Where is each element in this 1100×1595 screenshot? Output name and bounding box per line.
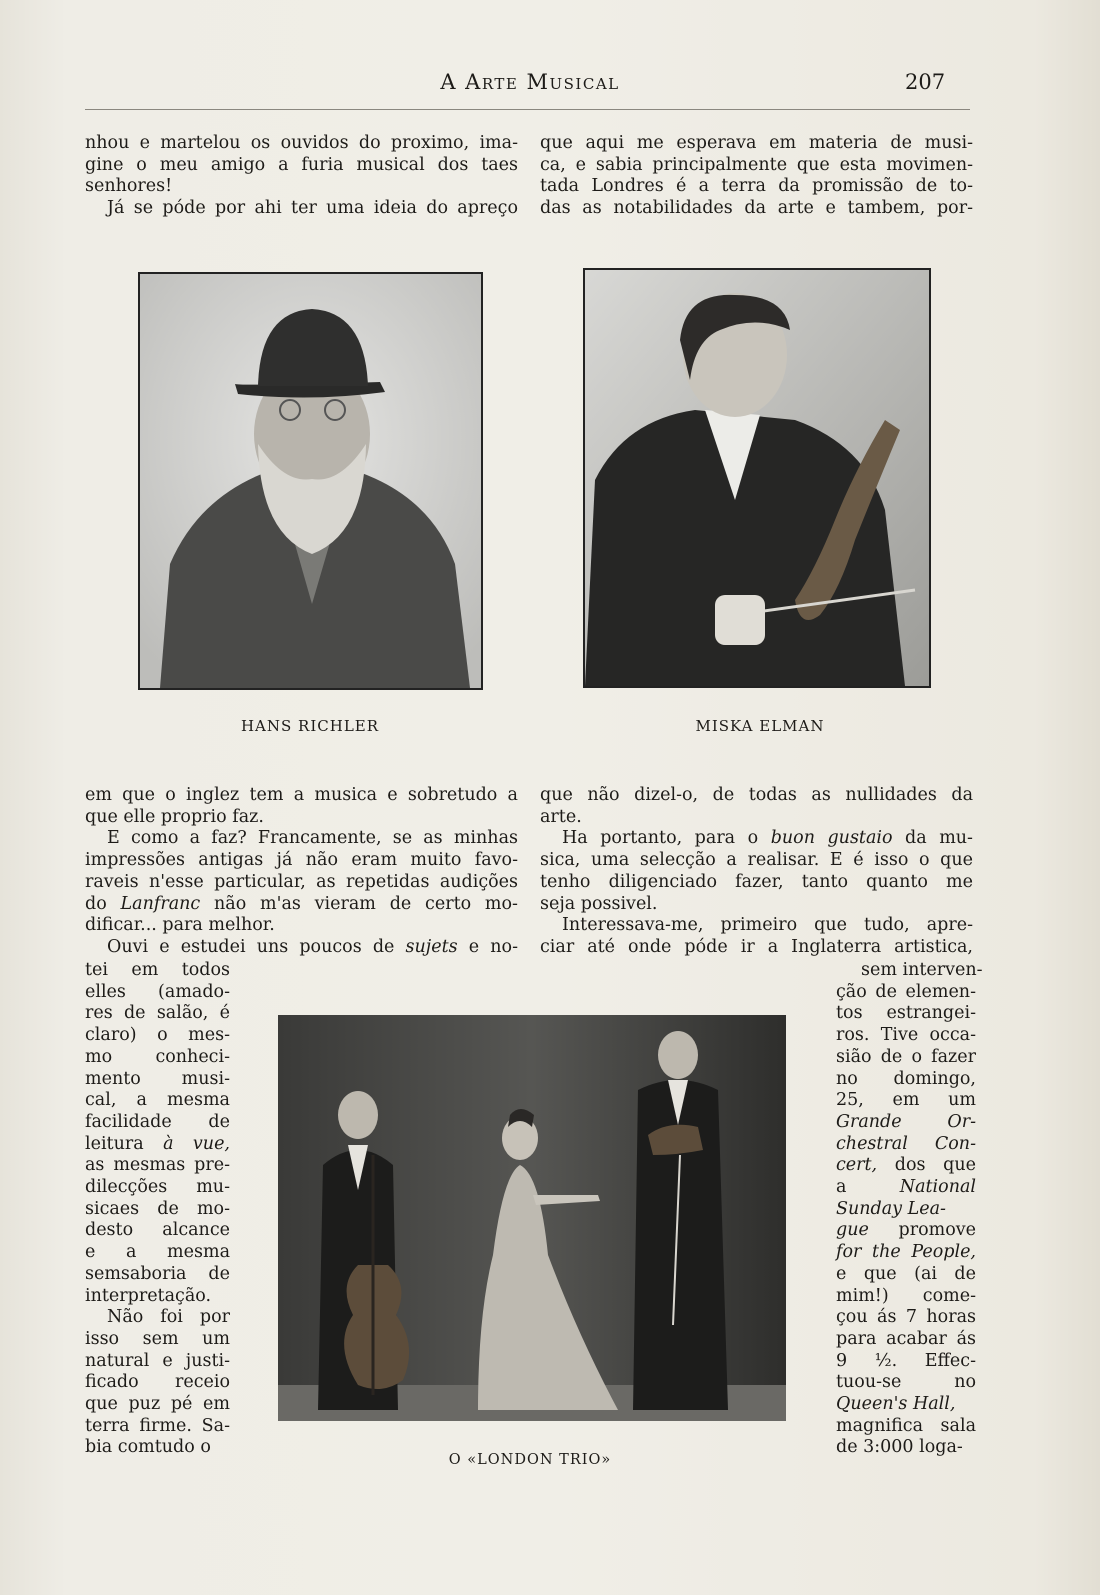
- text-fragment: da mu-: [905, 828, 973, 849]
- text-line: tei em todos: [85, 960, 230, 980]
- middle-right-column: [540, 785, 973, 959]
- text-line: [85, 894, 518, 916]
- text-line: e que (ai de: [836, 1263, 976, 1284]
- text-line: dilecções mu-: [85, 1177, 230, 1198]
- text-line: tenho diligenciado fazer, tanto quanto me: [540, 871, 973, 892]
- text-line: [85, 1134, 230, 1156]
- text-line: sica, uma selecção a realisar. E é isso o que: [540, 850, 973, 871]
- text-line: no domingo,: [836, 1068, 976, 1089]
- text-line: cal, a mesma: [85, 1090, 230, 1111]
- text-line: ca, e sabia principalmente que esta movimen-: [540, 154, 973, 175]
- text-line: interpretação.: [85, 1285, 212, 1306]
- text-line: natural e justi-: [85, 1350, 230, 1371]
- text-line: bia comtudo o: [85, 1437, 211, 1458]
- text-line: sicaes de mo-: [85, 1198, 230, 1219]
- text-line: çou ás 7 horas: [836, 1307, 976, 1328]
- text-fragment-italic: Lanfranc: [120, 893, 201, 914]
- text-line: tada Londres é a terra da promissão de to-: [540, 176, 973, 197]
- text-line: ciar até onde póde ir a Inglaterra artistica,: [540, 936, 973, 957]
- text-line: mim!) come-: [836, 1285, 976, 1306]
- text-line: mento musi-: [85, 1068, 230, 1089]
- text-line: que puz pé em: [85, 1394, 230, 1415]
- text-line: 25, em um: [836, 1090, 976, 1111]
- text-line: [540, 828, 973, 850]
- text-line: magnifica sala: [836, 1415, 976, 1436]
- text-line: facilidade de: [85, 1111, 230, 1132]
- text-line-italic: Sunday Lea-: [836, 1198, 946, 1219]
- text-fragment: não m'as vieram de certo mo-: [214, 893, 518, 914]
- text-line: ros. Tive occa-: [836, 1025, 976, 1046]
- middle-left-column: [85, 785, 518, 959]
- text-line: desto alcance: [85, 1220, 230, 1241]
- text-fragment-italic: National: [899, 1177, 976, 1198]
- text-line: [836, 1155, 976, 1177]
- top-left-column: [85, 133, 518, 220]
- text-line: arte.: [540, 806, 582, 827]
- text-line: que não dizel-o, de todas as nullidades da: [540, 785, 973, 805]
- text-fragment: Ouvi e estudei uns poucos de: [107, 936, 395, 957]
- text-fragment-italic: à vue,: [163, 1133, 230, 1154]
- text-line: nhou e martelou os ouvidos do proximo, ima-: [85, 133, 518, 153]
- text-line: semsaboria de: [85, 1263, 230, 1284]
- running-header-title: A Arte Musical: [440, 70, 620, 94]
- text-line: em que o inglez tem a musica e sobretudo a: [85, 785, 518, 805]
- text-fragment: a: [836, 1177, 847, 1198]
- top-right-column: [540, 133, 973, 220]
- text-line: e a mesma: [85, 1242, 230, 1263]
- portrait-miska-elman: [583, 268, 931, 688]
- caption-london-trio: O «LONDON TRIO»: [448, 1452, 612, 1468]
- text-line: das as notabilidades da arte e tambem, por-: [540, 198, 973, 219]
- text-line: [836, 1220, 976, 1242]
- text-fragment: leitura: [85, 1133, 144, 1154]
- text-fragment: do: [85, 893, 107, 914]
- text-line: res de salão, é: [85, 1003, 230, 1024]
- text-line: tos estrangei-: [836, 1003, 976, 1024]
- text-line-italic: chestral Con-: [836, 1133, 976, 1154]
- text-line: seja possivel.: [540, 893, 658, 914]
- text-line: as mesmas pre-: [85, 1155, 230, 1176]
- text-line: sem interven-: [861, 960, 983, 980]
- text-line: dificar... para melhor.: [85, 915, 275, 936]
- text-line: elles (amado-: [85, 981, 230, 1002]
- photo-london-trio: [278, 1015, 786, 1421]
- text-line: isso sem um: [85, 1328, 230, 1349]
- text-fragment-italic: gue: [836, 1220, 869, 1241]
- caption-miska-elman: MISKA ELMAN: [695, 717, 825, 735]
- text-fragment-italic: sujets: [405, 936, 458, 957]
- page-number: 207: [905, 70, 946, 94]
- text-line: E como a faz? Francamente, se as minhas: [107, 828, 518, 849]
- text-line: ficado receio: [85, 1372, 230, 1393]
- text-line: senhores!: [85, 176, 173, 197]
- text-fragment: promove: [898, 1220, 976, 1241]
- text-line-italic: for the People,: [836, 1242, 976, 1263]
- text-fragment-italic: buon gustaio: [770, 828, 893, 849]
- text-line: tuou-se no: [836, 1372, 976, 1393]
- portrait-hans-richler: [138, 272, 483, 690]
- text-line: terra firme. Sa-: [85, 1415, 230, 1436]
- narrow-left-column: [85, 960, 230, 1459]
- text-line: [836, 1177, 976, 1199]
- text-line: que elle proprio faz.: [85, 806, 264, 827]
- text-line: que aqui me esperava em materia de musi-: [540, 133, 973, 153]
- text-fragment: dos que: [894, 1155, 976, 1176]
- text-line-italic: Grande Or-: [836, 1111, 976, 1132]
- text-line: ção de elemen-: [836, 981, 976, 1002]
- text-fragment-italic: cert,: [836, 1155, 878, 1176]
- text-line: de 3:000 loga-: [836, 1437, 963, 1458]
- text-line: sião de o fazer: [836, 1046, 976, 1067]
- text-line-italic: Queen's Hall,: [836, 1394, 956, 1415]
- text-fragment: Ha portanto, para o: [562, 828, 759, 849]
- text-line: impressões antigas já não eram muito favo-: [85, 850, 518, 871]
- text-line: Não foi por: [107, 1307, 230, 1328]
- text-line: gine o meu amigo a furia musical dos taes: [85, 154, 518, 175]
- text-line: mo conheci-: [85, 1046, 230, 1067]
- text-line: Já se póde por ahi ter uma ideia do apreço: [107, 198, 518, 219]
- text-line: para acabar ás: [836, 1328, 976, 1349]
- header-rule: [85, 109, 970, 110]
- text-line: [85, 937, 518, 959]
- caption-hans-richler: HANS RICHLER: [240, 717, 380, 735]
- text-line: raveis n'esse particular, as repetidas audições: [85, 871, 518, 892]
- text-line: 9 ½. Effec-: [836, 1350, 976, 1371]
- text-fragment: e no-: [468, 936, 518, 957]
- narrow-right-column: [836, 960, 983, 1459]
- text-line: claro) o mes-: [85, 1025, 230, 1046]
- text-line: Interessava-me, primeiro que tudo, apre-: [562, 915, 973, 936]
